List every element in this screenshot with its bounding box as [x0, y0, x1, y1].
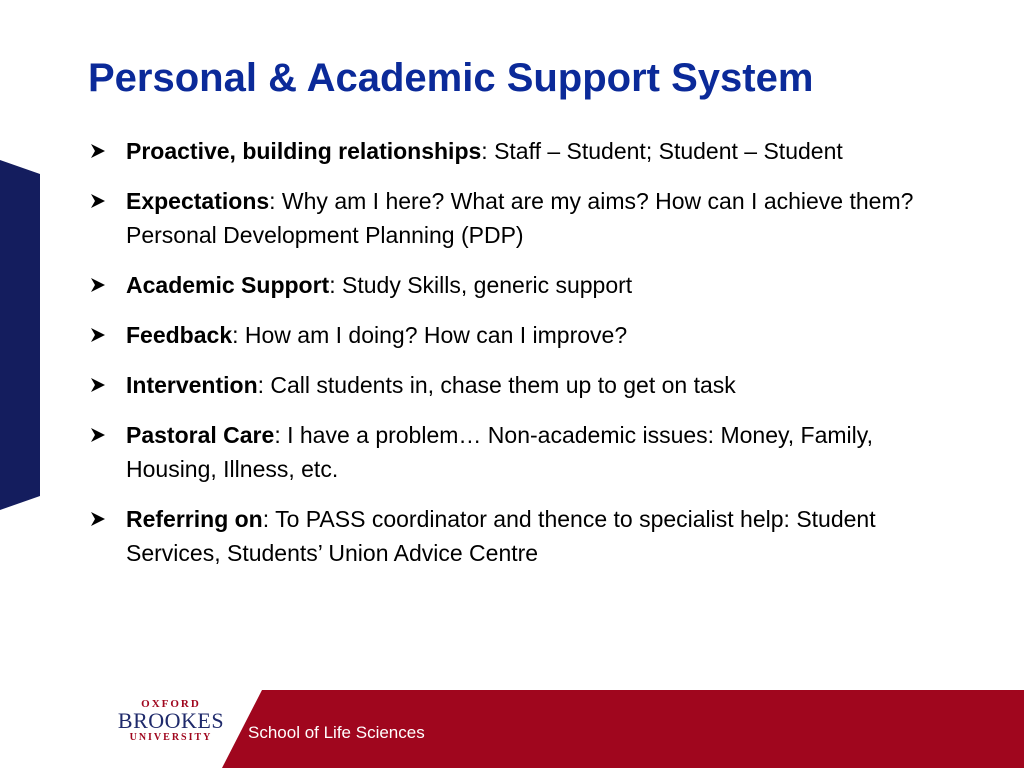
bullet-label: Referring on — [126, 506, 263, 532]
bullet-list — [90, 134, 930, 586]
bullet-text — [126, 502, 930, 570]
side-accent-bar — [0, 160, 40, 510]
bullet-text — [126, 418, 930, 486]
bullet-description: : To PASS coordinator and thence to specialist help: Student Services, Students’ Union Advice Centre — [126, 506, 876, 566]
bullet-text — [126, 268, 930, 302]
footer-department-label: School of Life Sciences — [248, 723, 425, 742]
bullet-label: Academic Support — [126, 272, 330, 298]
bullet-item — [90, 134, 930, 168]
arrowhead-bullet-icon — [90, 184, 126, 218]
arrowhead-bullet-icon — [90, 134, 126, 168]
bullet-item — [90, 184, 930, 252]
arrowhead-bullet-icon — [90, 268, 126, 302]
bullet-text — [126, 184, 930, 252]
bullet-description: : Study Skills, generic support — [329, 272, 633, 298]
bullet-label: Pastoral Care — [126, 422, 275, 448]
bullet-item — [90, 502, 930, 570]
bullet-text — [126, 134, 930, 168]
arrowhead-bullet-icon — [90, 368, 126, 402]
bullet-label: Proactive, building relationships — [126, 138, 482, 164]
bullet-item — [90, 318, 930, 352]
bullet-description: : Call students in, chase them up to get on task — [257, 372, 736, 398]
arrowhead-bullet-icon — [90, 318, 126, 352]
bullet-label: Intervention — [126, 372, 258, 398]
bullet-item — [90, 418, 930, 486]
bullet-text — [126, 368, 930, 402]
bullet-label: Expectations — [126, 188, 270, 214]
bullet-label: Feedback — [126, 322, 233, 348]
bullet-description: : How am I doing? How can I improve? — [232, 322, 628, 348]
arrowhead-bullet-icon — [90, 502, 126, 536]
logo-line-university: UNIVERSITY — [129, 732, 213, 743]
logo-line-brookes: BROOKES — [117, 708, 225, 733]
bullet-description: : Why am I here? What are my aims? How can I achieve them? Personal Development Planning (PDP) — [126, 188, 914, 248]
bullet-item — [90, 268, 930, 302]
bullet-item — [90, 368, 930, 402]
logo-line-oxford: OXFORD — [141, 698, 201, 710]
bullet-text — [126, 318, 930, 352]
arrowhead-bullet-icon — [90, 418, 126, 452]
bullet-description: : Staff – Student; Student – Student — [481, 138, 843, 164]
slide-title: Personal & Academic Support System — [88, 56, 814, 100]
oxford-brookes-logo — [116, 698, 226, 746]
bullet-description: : I have a problem… Non-academic issues: Money, Family, Housing, Illness, etc. — [126, 422, 873, 482]
